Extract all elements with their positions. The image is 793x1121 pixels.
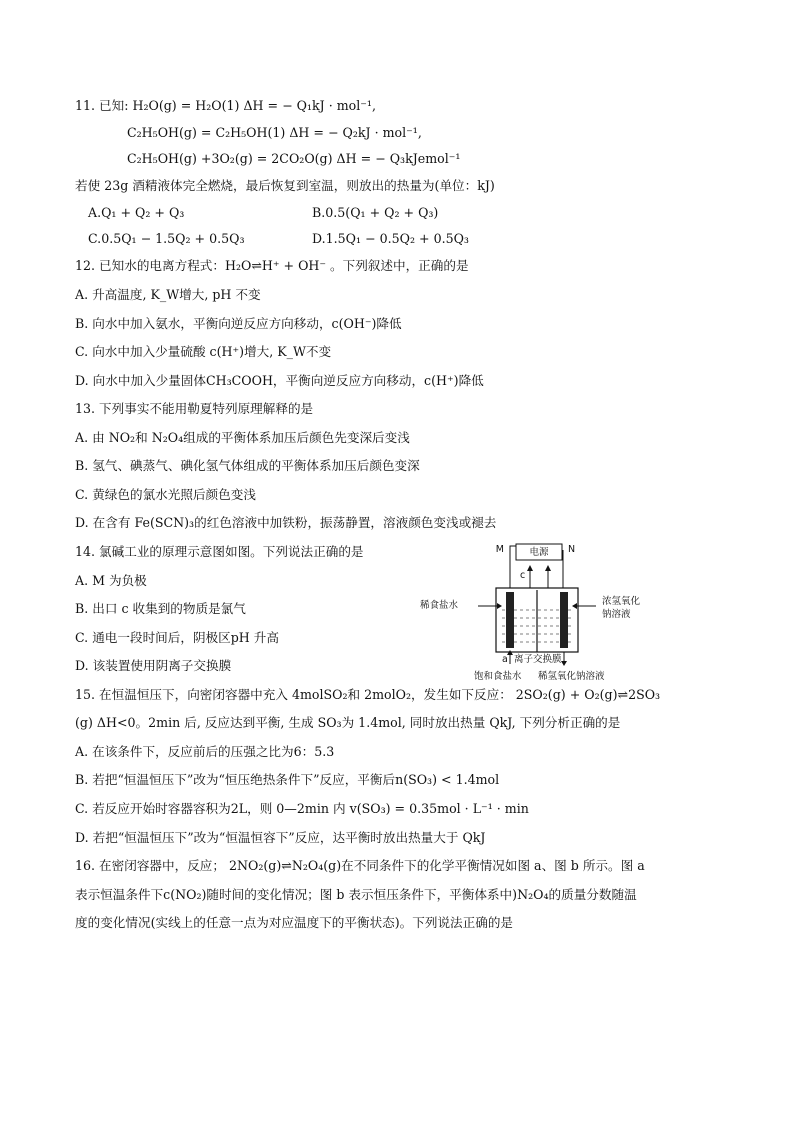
bottom-right-arrow (561, 661, 567, 666)
q11-line2: C₂H₅OH(g) = C₂H₅OH(1) ΔH = − Q₂kJ · mol⁻¹, (127, 125, 422, 140)
left-electrode (506, 592, 514, 648)
q11-line3: C₂H₅OH(g) +3O₂(g) = 2CO₂O(g) ΔH = − Q₃kJemol⁻¹ (127, 151, 461, 166)
q13-option-c: C. 黄绿色的氯水光照后颜色变浅 (75, 487, 256, 502)
label-left-inlet: 稀食盐水 (420, 600, 459, 611)
label-a: a (502, 654, 508, 665)
q11-option-b: B.0.5(Q₁ + Q₂ + Q₃) (312, 205, 439, 220)
q16-line1: 16. 在密闭容器中，反应； 2NO₂(g)⇌N₂O₄(g)在不同条件下的化学平衡情况如图 a、图 b 所示。图 a (75, 858, 645, 873)
label-n: N (568, 544, 576, 555)
label-c: c (520, 570, 526, 581)
q12-stem: 12. 已知水的电离方程式：H₂O⇌H⁺ + OH⁻ 。下列叙述中，正确的是 (75, 258, 469, 273)
right-electrode (560, 592, 568, 648)
q15-line2: (g) ΔH<0。2min 后, 反应达到平衡, 生成 SO₃为 1.4mol, 同时放出热量 QkJ, 下列分析正确的是 (75, 715, 621, 730)
q13-option-b: B. 氢气、碘蒸气、碘化氢气体组成的平衡体系加压后颜色变深 (75, 458, 420, 473)
q14-option-a: A. M 为负极 (75, 573, 147, 588)
q15-option-d: D. 若把“恒温恒压下”改为“恒温恒容下”反应，达平衡时放出热量大于 QkJ (75, 830, 486, 845)
label-right-2: 钠溶液 (602, 609, 631, 620)
q12-option-d: D. 向水中加入少量固体CH₃COOH，平衡向逆反应方向移动，c(H⁺)降低 (75, 373, 484, 388)
label-membrane: 离子交换膜 (514, 654, 562, 665)
q14-option-b: B. 出口 c 收集到的物质是氯气 (75, 601, 246, 616)
q12-option-a: A. 升高温度, K_W增大, pH 不变 (75, 287, 261, 302)
q11-option-d: D.1.5Q₁ − 0.5Q₂ + 0.5Q₃ (312, 231, 469, 246)
label-right-1: 浓氢氧化 (602, 596, 641, 607)
label-m: M (495, 544, 504, 555)
q13-option-a: A. 由 NO₂和 N₂O₄组成的平衡体系加压后颜色先变深后变浅 (75, 430, 410, 445)
q15-option-b: B. 若把“恒温恒压下”改为“恒压绝热条件下”反应，平衡后n(SO₃) < 1.4mol (75, 772, 500, 787)
outlet-c-arrow (527, 565, 533, 571)
q15-option-c: C. 若反应开始时容器容积为2L，则 0—2min 内 v(SO₃) = 0.35mol · L⁻¹ · min (75, 801, 529, 816)
q13-stem: 13. 下列事实不能用勒夏特列原理解释的是 (75, 401, 314, 416)
power-label: 电源 (529, 547, 549, 558)
q11-option-c: C.0.5Q₁ − 1.5Q₂ + 0.5Q₃ (88, 231, 245, 246)
label-bottom-right: 稀氢氧化钠溶液 (538, 671, 605, 682)
q13-option-d: D. 在含有 Fe(SCN)₃的红色溶液中加铁粉，振荡静置，溶液颜色变浅或褪去 (75, 515, 497, 530)
q16-line3: 度的变化情况(实线上的任意一点为对应温度下的平衡状态)。下列说法正确的是 (75, 915, 514, 930)
q14-option-d: D. 该装置使用阴离子交换膜 (75, 658, 232, 673)
q12-option-b: B. 向水中加入氨水，平衡向逆反应方向移动，c(OH⁻)降低 (75, 316, 402, 331)
q12-option-c: C. 向水中加入少量硫酸 c(H⁺)增大, K_W不变 (75, 344, 332, 359)
q11-option-a: A.Q₁ + Q₂ + Q₃ (88, 205, 185, 220)
label-bottom-left: 饱和食盐水 (474, 671, 522, 682)
q15-option-a: A. 在该条件下，反应前后的压强之比为6：5.3 (75, 744, 335, 759)
electrolysis-diagram (418, 540, 658, 685)
q15-line1: 15. 在恒温恒压下，向密闭容器中充入 4molSO₂和 2molO₂，发生如下反应： 2SO₂(g) + O₂(g)⇌2SO₃ (75, 687, 661, 702)
outlet-right-arrow (545, 565, 551, 571)
q14-option-c: C. 通电一段时间后，阴极区pH 升高 (75, 630, 279, 645)
q16-line2: 表示恒温条件下c(NO₂)随时间的变化情况；图 b 表示恒压条件下，平衡体系中)N₂O₄的质量分数随温 (75, 887, 637, 902)
q14-stem: 14. 氯碱工业的原理示意图如图。下列说法正确的是 (75, 544, 364, 559)
q11-stem: 若使 23g 酒精液体完全燃烧，最后恢复到室温，则放出的热量为(单位：kJ) (75, 178, 495, 193)
q11-line1: 11. 已知: H₂O(g) = H₂O(1) ΔH = − Q₁kJ · mol⁻¹, (75, 98, 376, 113)
